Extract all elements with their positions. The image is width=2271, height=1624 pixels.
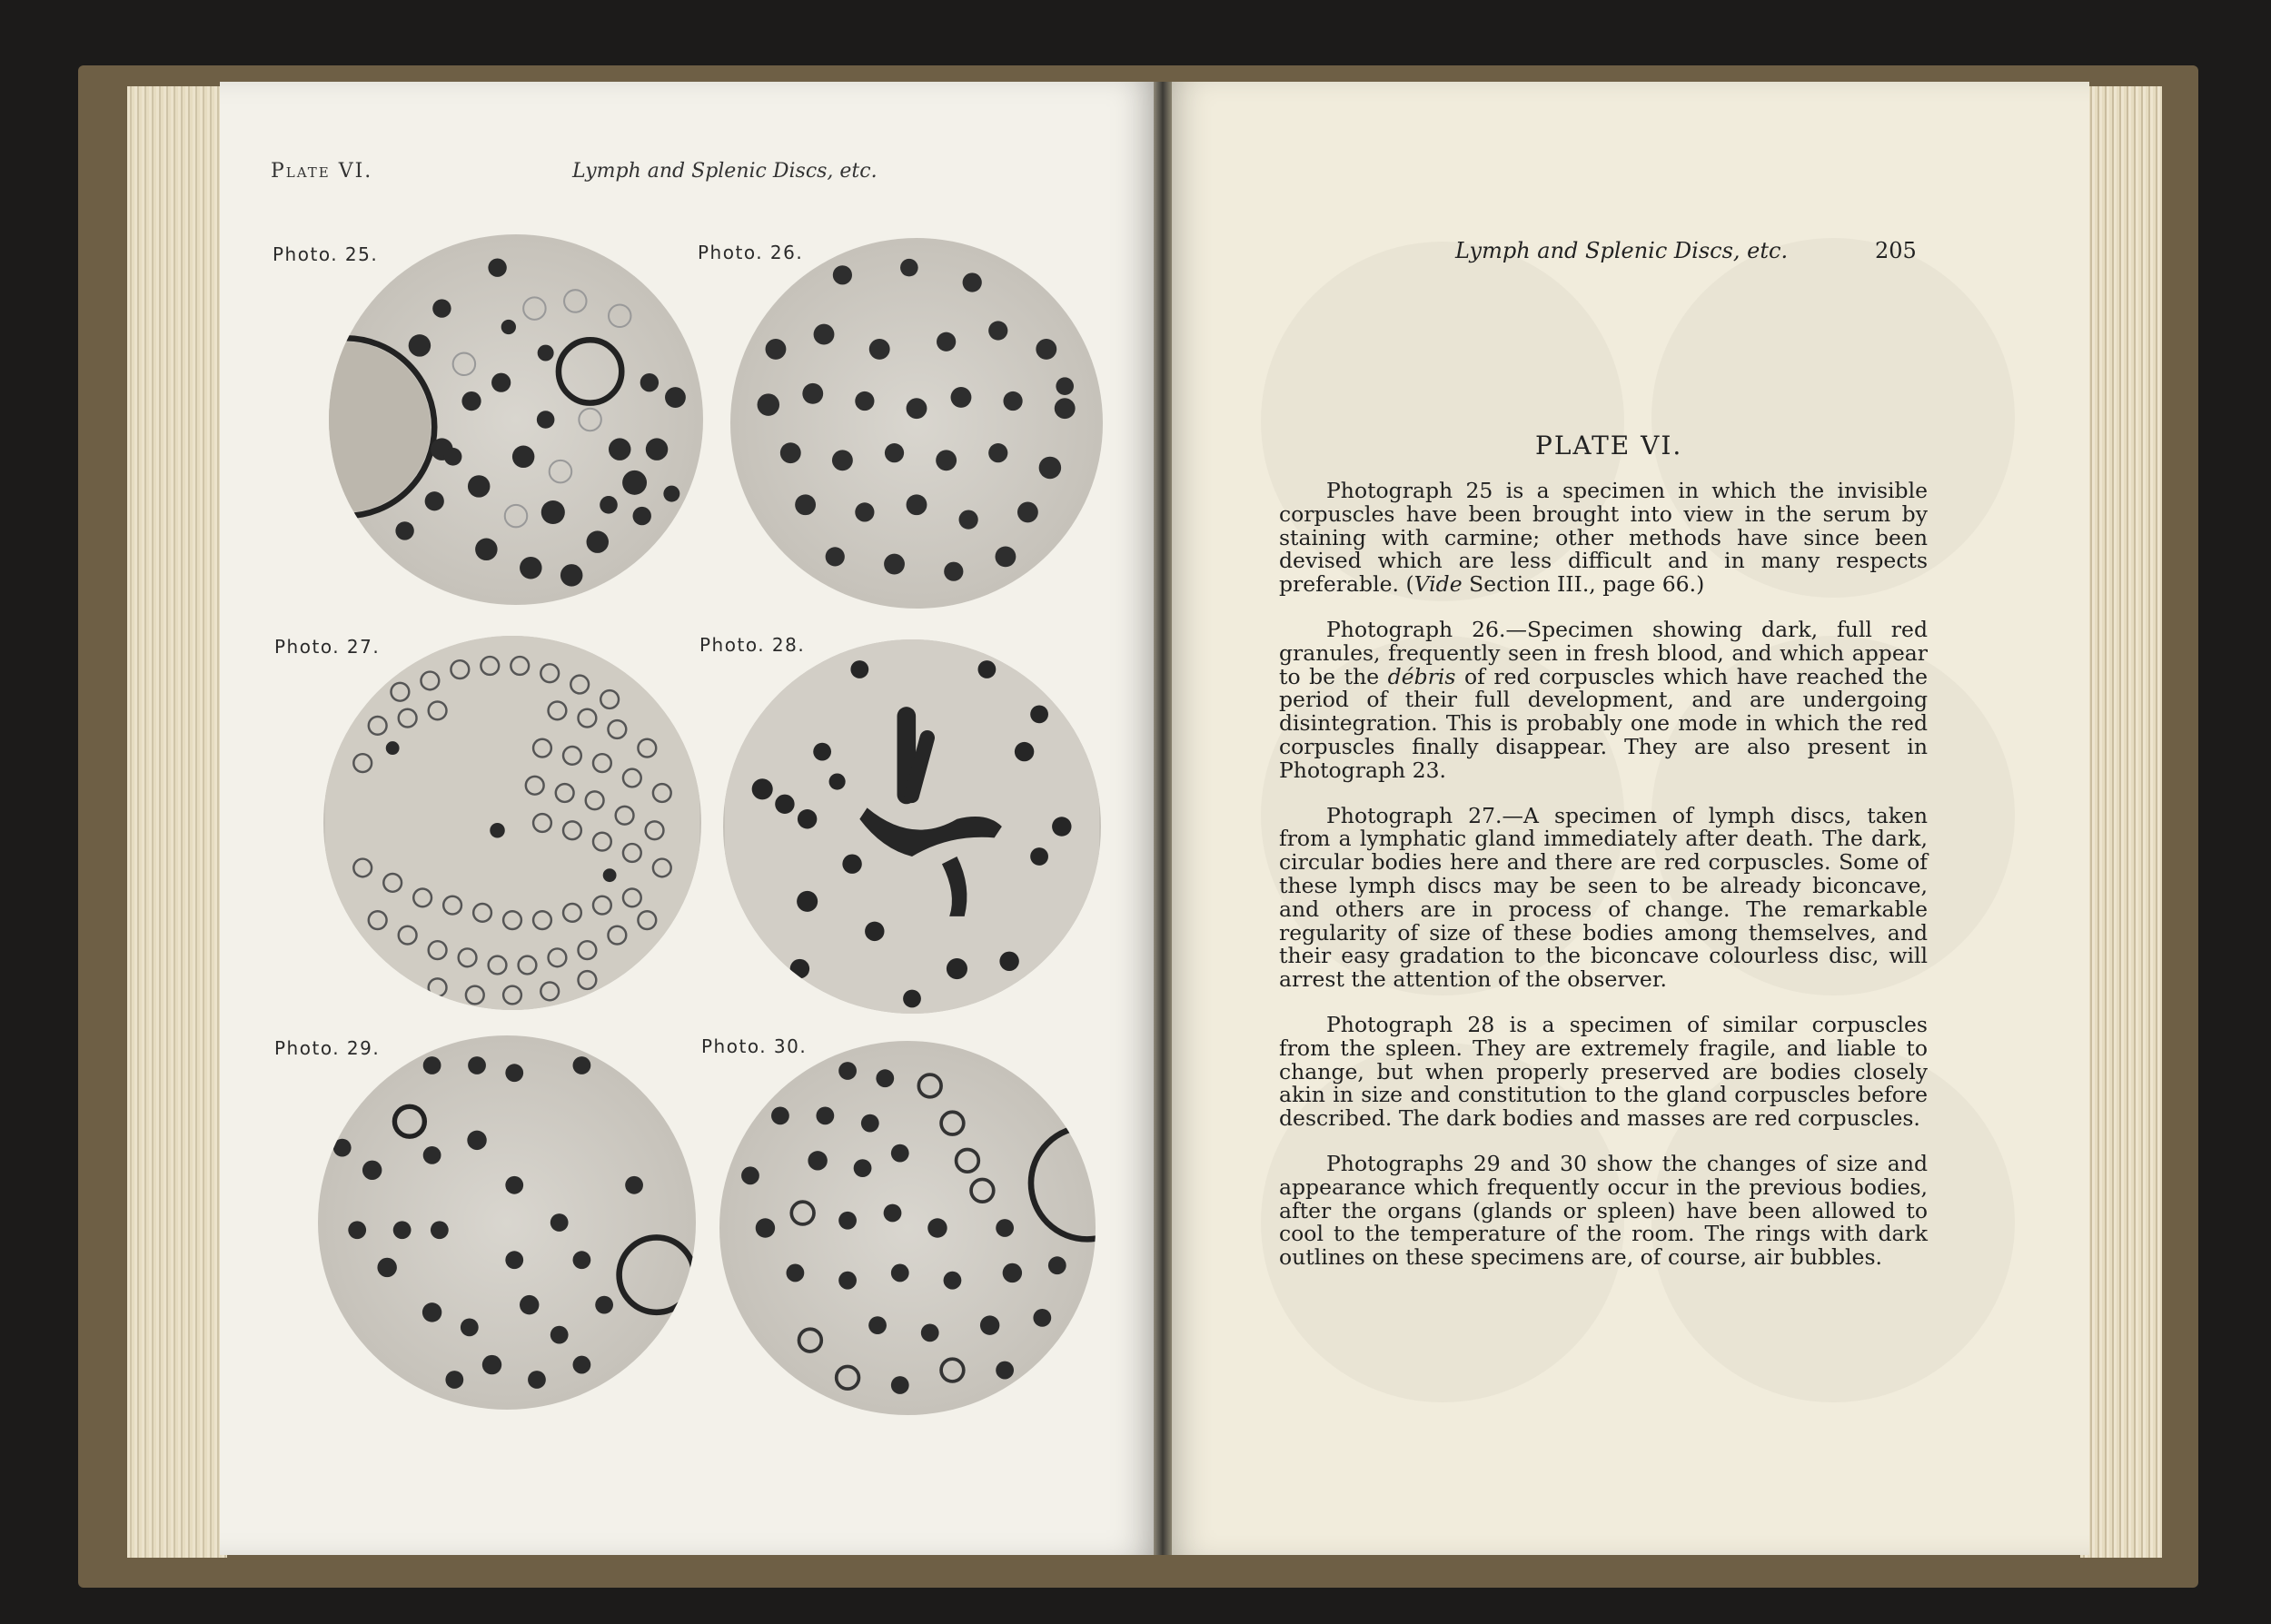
book-gutter xyxy=(1154,82,1172,1555)
right-running-title: Lymph and Splenic Discs, etc. xyxy=(1455,238,1789,263)
photomicrograph-27 xyxy=(323,636,701,1010)
photomicrograph-26 xyxy=(730,238,1103,609)
paragraph-italic: Vide xyxy=(1413,571,1463,598)
plate-description xyxy=(1279,480,1928,1292)
photo-label-27: Photo. 27. xyxy=(274,636,381,658)
photo-label-28: Photo. 28. xyxy=(699,634,806,656)
page-edges-left xyxy=(127,86,227,1558)
paragraph-italic: débris xyxy=(1387,663,1456,689)
page-number: 205 xyxy=(1875,238,1917,263)
photo-label-25: Photo. 25. xyxy=(273,243,379,265)
paragraph-text: Section III., page 66.) xyxy=(1462,571,1705,598)
paragraph-photo-28: Photograph 28 is a specimen of similar corpuscles from the spleen. They are extremely fragile, and liable to change, but when properly preserved are bodies closely akin in size and constitution to the gland corpuscles before described. The dark bodies and masses are red corpuscles. xyxy=(1279,1011,1928,1132)
photo-label-26: Photo. 26. xyxy=(698,242,804,263)
photomicrograph-25 xyxy=(329,234,703,605)
photo-label-29: Photo. 29. xyxy=(274,1037,381,1059)
photomicrograph-29 xyxy=(318,1035,696,1410)
photomicrograph-30 xyxy=(719,1041,1096,1415)
left-running-title: Lymph and Splenic Discs, etc. xyxy=(572,160,878,183)
paragraph-text: Photograph 25 is a specimen in which the invisible corpuscles have been brought into view in the serum by staining with carmine; other methods have since been devised which are less difficult and in many respects preferable. ( xyxy=(1279,478,1928,598)
paragraph-photo-27: Photograph 27.—A specimen of lymph discs, taken from a lymphatic gland immediately after death. The dark, circular bodies here and there are red corpuscles. Some of these lymph discs may be seen to be already biconcave, and others are in process of change. The remarkable regularity of size of these bodies among themselves, and their easy gradation to the biconcave colourless disc, will arrest the attention of the observer. xyxy=(1279,802,1928,993)
photo-label-30: Photo. 30. xyxy=(701,1035,808,1057)
paragraph-photos-29-30: Photographs 29 and 30 show the changes of size and appearance which frequently occur in the previous bodies, after the organs (glands or spleen) have been allowed to cool to the temperature of the room. The rings with dark outlines on these specimens are, of course, air bubbles. xyxy=(1279,1150,1928,1271)
paragraph-text: of red corpuscles which have reached the period of their full development, and are undergoing disintegration. This is probably one mode in which the red corpuscles finally disappear. They are also present in Photograph 23. xyxy=(1279,663,1928,783)
paragraph-text: Photograph 26.—Specimen showing dark, full red granules, frequently seen in fresh blood, and which appear to be the xyxy=(1279,616,1928,689)
plate-label: Plate VI. xyxy=(271,160,373,183)
plate-heading: PLATE VI. xyxy=(1535,431,1683,460)
paragraph-photo-26 xyxy=(1279,616,1928,783)
paragraph-photo-25 xyxy=(1279,480,1928,597)
photomicrograph-28 xyxy=(723,639,1101,1014)
page-edges-right xyxy=(2080,86,2162,1558)
